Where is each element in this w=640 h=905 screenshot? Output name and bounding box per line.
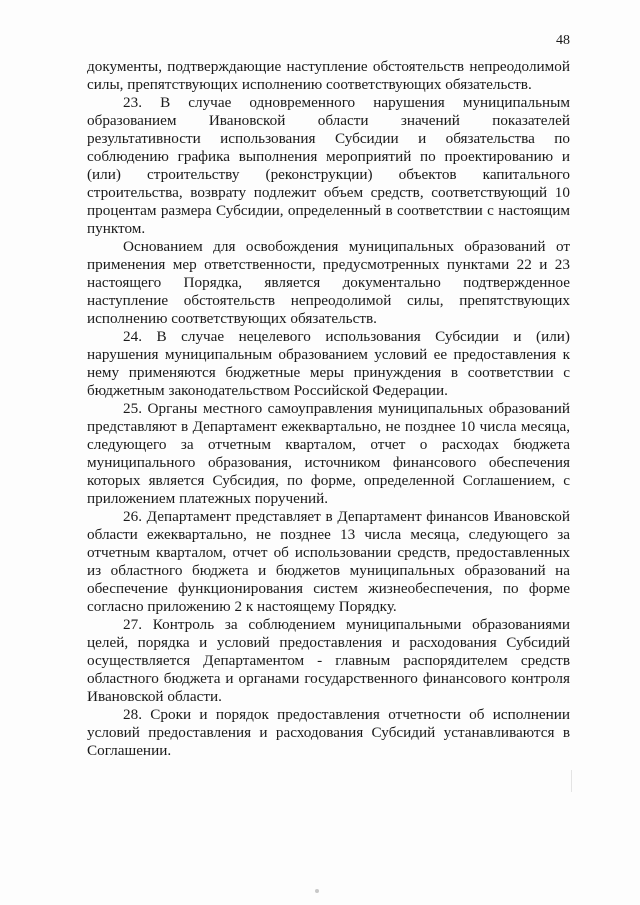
scan-artifact-line — [571, 770, 572, 792]
scan-artifact-dot — [315, 889, 319, 893]
page-number: 48 — [556, 33, 570, 48]
paragraph-exemption-basis: Основанием для освобождения муниципальных образований от применения мер ответственности, предусмотренных пунктами 22 и 23 настоящего Порядка, является документально подтвержденное наступление обстоятельств непреодолимой силы, препятствующих исполнению соответствующих обязательств. — [87, 238, 570, 327]
paragraph-item-25: 25. Органы местного самоуправления муниципальных образований представляют в Департамент ежеквартально, не позднее 10 числа месяца, следующего за отчетным кварталом, отчет о расходах бюджета муниципального образования, источником финансового обеспечения которых является Субсидия, по форме, определенной Соглашением, с приложением платежных поручений. — [87, 400, 570, 507]
paragraph-item-27: 27. Контроль за соблюдением муниципальными образованиями целей, порядка и условий предоставления и расходования Субсидий осуществляется Департаментом - главным распорядителем средств областного бюджета и органами государственного финансового контроля Ивановской области. — [87, 616, 570, 705]
paragraph-item-24: 24. В случае нецелевого использования Субсидии и (или) нарушения муниципальным образованием условий ее предоставления к нему применяются бюджетные меры принуждения в соответствии с бюджетным законодательством Российской Федерации. — [87, 328, 570, 399]
paragraph-item-23: 23. В случае одновременного нарушения муниципальным образованием Ивановской области значений показателей результативности использования Субсидии и обязательства по соблюдению графика выполнения мероприятий по проектированию и (или) строительству (реконструкции) объектов капитального строительства, возврату подлежит объем средств, соответствующий 10 процентам размера Субсидии, определенный в соответствии с настоящим пунктом. — [87, 94, 570, 237]
paragraph-item-28: 28. Сроки и порядок предоставления отчетности об исполнении условий предоставления и расходования Субсидий устанавливаются в Соглашении. — [87, 706, 570, 759]
paragraph-continuation: документы, подтверждающие наступление обстоятельств непреодолимой силы, препятствующих исполнению соответствующих обязательств. — [87, 58, 570, 93]
document-body — [87, 58, 570, 760]
paragraph-item-26: 26. Департамент представляет в Департамент финансов Ивановской области ежеквартально, не позднее 13 числа месяца, следующего за отчетным кварталом, отчет об использовании средств, предоставленных из областного бюджета и бюджетов муниципальных образований на обеспечение функционирования систем жизнеобеспечения, по форме согласно приложению 2 к настоящему Порядку. — [87, 508, 570, 615]
